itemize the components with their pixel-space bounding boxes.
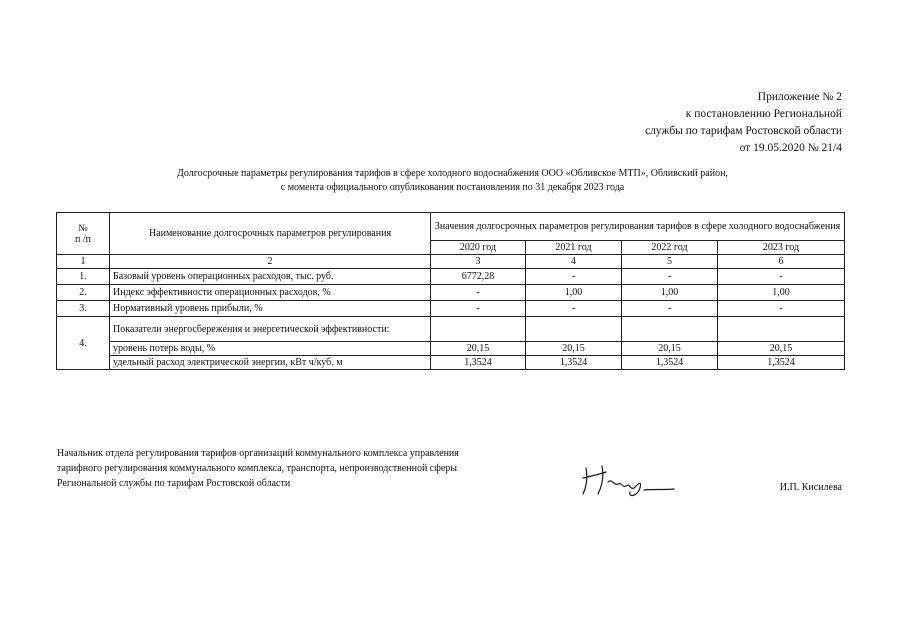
- table-row: [57, 301, 845, 317]
- row-value: 20,15: [718, 342, 845, 356]
- column-number: 4: [526, 255, 622, 269]
- column-number-row: [57, 255, 845, 269]
- document-title: [0, 167, 905, 195]
- row-value: 1,3524: [718, 356, 845, 370]
- position-line-2: тарифного регулирования коммунального комплекса, транспорта, непроизводственной сферы: [57, 463, 457, 474]
- header-values: Значения долгосрочных параметров регулирования тарифов в сфере холодного водоснабжения: [431, 213, 845, 241]
- table-row: [57, 342, 845, 356]
- table-row: [57, 356, 845, 370]
- empty-cell: [526, 317, 622, 342]
- row-name: удельный расход электрической энергии, кВт ч/куб. м: [110, 356, 431, 370]
- row-value: -: [718, 269, 845, 285]
- row-value: 1,3524: [622, 356, 718, 370]
- row-value: -: [431, 285, 526, 301]
- table-row: [57, 285, 845, 301]
- row-value: 1,00: [526, 285, 622, 301]
- row-value: 6772,28: [431, 269, 526, 285]
- column-number: 3: [431, 255, 526, 269]
- handwritten-signature: [578, 458, 688, 500]
- row-value: 1,00: [718, 285, 845, 301]
- row-name: Нормативный уровень прибыли, %: [110, 301, 431, 317]
- position-line-1: Начальник отдела регулирования тарифов организаций коммунального комплекса управления: [57, 448, 459, 459]
- row-value: -: [526, 301, 622, 317]
- year-2023: 2023 год: [718, 241, 845, 255]
- row-value: 20,15: [526, 342, 622, 356]
- appendix-line-1: Приложение № 2: [757, 91, 842, 103]
- position-line-3: Региональной службы по тарифам Ростовской области: [57, 478, 291, 489]
- title-line-2: с момента официального опубликования постановления по 31 декабря 2023 года: [280, 182, 625, 193]
- column-number: 2: [110, 255, 431, 269]
- empty-cell: [718, 317, 845, 342]
- row-number: 1.: [57, 269, 110, 285]
- row-value: 1,3524: [431, 356, 526, 370]
- year-2022: 2022 год: [622, 241, 718, 255]
- appendix-line-3: службы по тарифам Ростовской области: [645, 125, 842, 137]
- row-value: 1,3524: [526, 356, 622, 370]
- signer-name: И.П. Кисилева: [779, 482, 842, 493]
- appendix-header: [645, 89, 842, 157]
- header-name: Наименование долгосрочных параметров регулирования: [110, 213, 431, 255]
- header-number: [57, 213, 110, 255]
- column-number: 6: [718, 255, 845, 269]
- row-value: 1,00: [622, 285, 718, 301]
- appendix-line-4: от 19.05.2020 № 21/4: [739, 142, 842, 154]
- title-line-1: Долгосрочные параметры регулирования тарифов в сфере холодного водоснабжения ООО «Обливское МТП», Обливский район,: [177, 168, 728, 179]
- year-2020: 2020 год: [431, 241, 526, 255]
- empty-cell: [431, 317, 526, 342]
- row-number: 4.: [57, 317, 110, 370]
- row-value: -: [718, 301, 845, 317]
- row-value: -: [622, 269, 718, 285]
- row-value: -: [431, 301, 526, 317]
- year-2021: 2021 год: [526, 241, 622, 255]
- row-value: 20,15: [622, 342, 718, 356]
- row-value: -: [526, 269, 622, 285]
- row-value: 20,15: [431, 342, 526, 356]
- table-row-group: [57, 317, 845, 342]
- official-position: [57, 446, 459, 491]
- row-name: Базовый уровень операционных расходов, тыс. руб.: [110, 269, 431, 285]
- table-row: [57, 269, 845, 285]
- header-number-label: № п /п: [75, 222, 91, 245]
- row-group-name: Показатели энергосбережения и энергетической эффективности:: [110, 317, 431, 342]
- row-value: -: [622, 301, 718, 317]
- parameters-table: [56, 212, 845, 370]
- row-name: уровень потерь воды, %: [110, 342, 431, 356]
- empty-cell: [622, 317, 718, 342]
- row-number: 3.: [57, 301, 110, 317]
- appendix-line-2: к постановлению Региональной: [685, 108, 842, 120]
- row-name: Индекс эффективности операционных расходов, %: [110, 285, 431, 301]
- column-number: 1: [57, 255, 110, 269]
- column-number: 5: [622, 255, 718, 269]
- table-header-row: [57, 213, 845, 241]
- row-number: 2.: [57, 285, 110, 301]
